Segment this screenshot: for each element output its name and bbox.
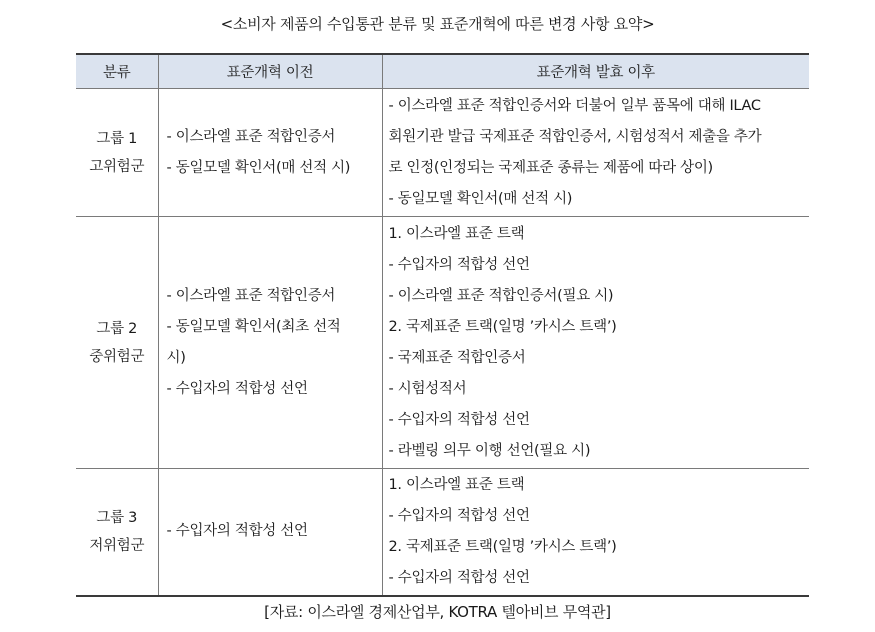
group-label: 그룹 1 — [96, 130, 138, 147]
after-line: - 국제표준 적합인증서 — [388, 349, 526, 366]
table-caption: <소비자 제품의 수입통관 분류 및 표준개혁에 따른 변경 사항 요약> — [220, 15, 655, 33]
before-cell — [158, 217, 382, 469]
table-header-row — [76, 54, 809, 89]
after-line: 회원기관 발급 국제표준 적합인증서, 시험성적서 제출을 추가 — [388, 128, 762, 145]
before-line: - 동일모델 확인서(최초 선적 — [166, 318, 341, 335]
before-line: - 이스라엘 표준 적합인증서 — [166, 287, 336, 304]
after-line: - 이스라엘 표준 적합인증서(필요 시) — [388, 287, 614, 304]
before-line: 시) — [166, 349, 186, 366]
after-cell — [382, 89, 809, 217]
after-line: - 수입자의 적합성 선언 — [388, 411, 530, 428]
table-row-group-2 — [76, 217, 809, 469]
header-after: 표준개혁 발효 이후 — [382, 54, 809, 89]
before-line: - 수입자의 적합성 선언 — [166, 380, 308, 397]
before-line: - 수입자의 적합성 선언 — [166, 523, 308, 540]
risk-label: 고위험군 — [89, 158, 145, 175]
before-cell — [158, 89, 382, 217]
category-cell — [76, 89, 158, 217]
after-line: - 수입자의 적합성 선언 — [388, 256, 530, 273]
after-line: - 동일모델 확인서(매 선적 시) — [388, 190, 573, 207]
comparison-table — [76, 53, 809, 597]
table-row-group-3 — [76, 469, 809, 596]
after-line: 2. 국제표준 트랙(일명 ’카시스 트랙’) — [388, 538, 617, 555]
after-line: 1. 이스라엘 표준 트랙 — [388, 476, 525, 493]
before-line: - 이스라엘 표준 적합인증서 — [166, 128, 336, 145]
after-line: 로 인정(인정되는 국제표준 종류는 제품에 따라 상이) — [388, 159, 713, 176]
after-line: - 수입자의 적합성 선언 — [388, 507, 530, 524]
table-row-group-1 — [76, 89, 809, 217]
group-label: 그룹 2 — [96, 320, 138, 337]
after-line: - 이스라엘 표준 적합인증서와 더불어 일부 품목에 대해 ILAC — [388, 97, 761, 114]
after-line: - 수입자의 적합성 선언 — [388, 569, 530, 586]
header-before: 표준개혁 이전 — [158, 54, 382, 89]
risk-label: 저위험군 — [89, 537, 145, 554]
after-line: - 라벨링 의무 이행 선언(필요 시) — [388, 442, 591, 459]
category-cell — [76, 469, 158, 596]
after-cell — [382, 469, 809, 596]
category-cell — [76, 217, 158, 469]
after-line: 1. 이스라엘 표준 트랙 — [388, 225, 525, 242]
group-label: 그룹 3 — [96, 509, 138, 526]
source-note: [자료: 이스라엘 경제산업부, KOTRA 텔아비브 무역관] — [264, 603, 611, 621]
after-line: 2. 국제표준 트랙(일명 ’카시스 트랙’) — [388, 318, 617, 335]
header-category: 분류 — [76, 54, 158, 89]
risk-label: 중위험군 — [89, 348, 145, 365]
after-cell — [382, 217, 809, 469]
before-cell — [158, 469, 382, 596]
after-line: - 시험성적서 — [388, 380, 467, 397]
before-line: - 동일모델 확인서(매 선적 시) — [166, 159, 351, 176]
